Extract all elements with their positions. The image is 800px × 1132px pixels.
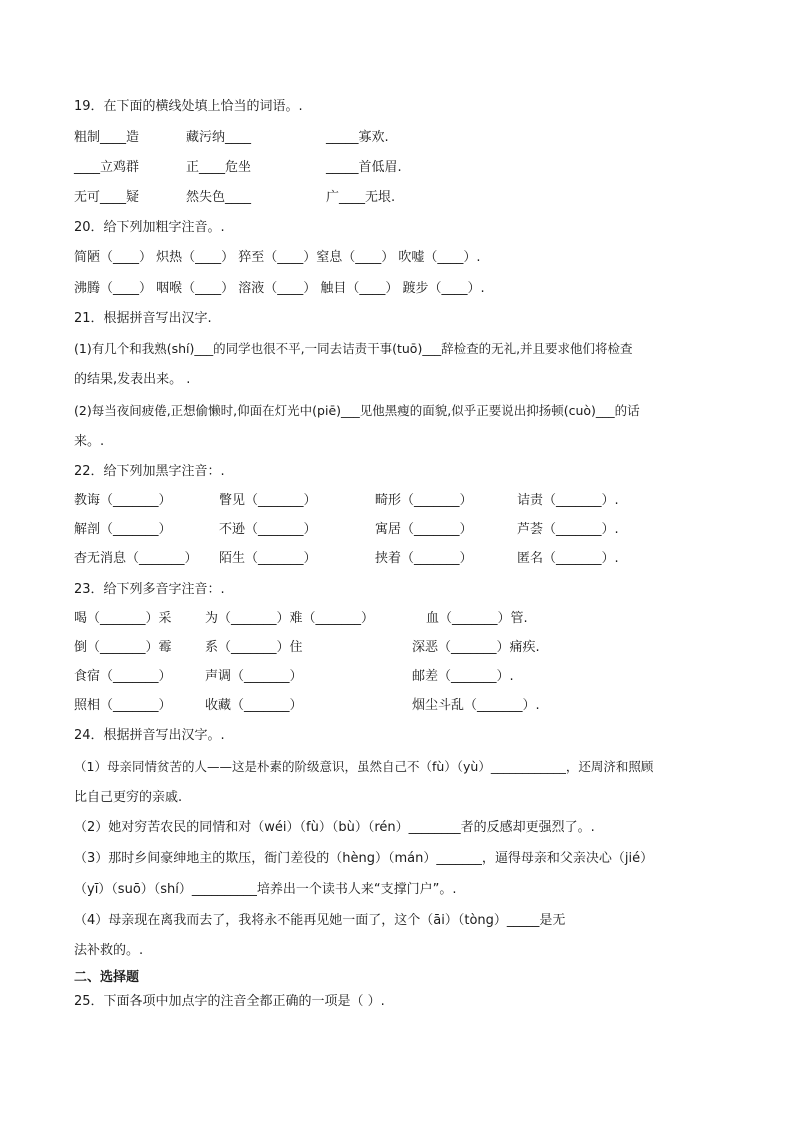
q23-item: 收藏（_______） <box>205 698 303 713</box>
q24-sentence-line: （yī）（suō）（shí）__________培养出一个读书人来“支撑门户”。. <box>74 882 457 897</box>
q21-paragraph-line: 的结果,发表出来。 . <box>74 372 191 387</box>
q23-item: 深恶（_______）痛疾. <box>412 640 540 655</box>
q22-item: 教诲（_______） <box>74 493 172 508</box>
q24-sentence-line: （1）母亲同情贫苦的人——这是朴素的阶级意识，虽然自己不（fù）（yù）____________，还周济和照顾 <box>74 759 654 774</box>
q25-title: 25．下面各项中加点字的注音全都正确的一项是（ ）. <box>74 994 385 1009</box>
q23-item: 邮差（_______）. <box>412 669 514 684</box>
q24-sentence-line: （4）母亲现在离我而去了，我将永不能再见她一面了，这个（āi）（tòng）_____是无 <box>74 913 566 928</box>
q19-item: 正____危坐 <box>186 160 252 175</box>
q24-sentence-line: 比自己更穷的亲戚. <box>74 790 183 805</box>
q20-row: 简陋（____） 炽热（____） 猝至（____）窒息（____） 吹嘘（____）. <box>74 250 481 265</box>
q19-item: 藏污纳____ <box>186 130 252 145</box>
q22-item: 畸形（_______） <box>375 493 473 508</box>
q22-item: 不逊（_______） <box>219 522 317 537</box>
q24-sentence-line: （3）那时乡间豪绅地主的欺压，衙门差役的（hèng）（mán）_______，逼得母亲和父亲决心（jié） <box>74 851 654 866</box>
q23-item: 声调（_______） <box>205 669 303 684</box>
q23-item: 血（_______）管. <box>426 611 528 626</box>
q24-title: 24．根据拼音写出汉字。. <box>74 728 225 743</box>
q22-item: 陌生（_______） <box>219 551 317 566</box>
q22-item: 匿名（_______）. <box>517 551 619 566</box>
q23-item: 系（_______）住 <box>205 640 303 655</box>
q19-item: 无可____疑 <box>74 190 140 205</box>
q21-paragraph-line: (2)每当夜间疲倦,正想偷懒时,仰面在灯光中(piē)___见他黑瘦的面貌,似乎正要说出抑扬顿(cuò)___的话 <box>74 403 640 418</box>
q21-paragraph-line: 来。. <box>74 434 105 449</box>
q23-item: 为（_______）难（_______） <box>205 611 375 626</box>
q19-item: 粗制____造 <box>74 130 140 145</box>
q19-item: 然失色____ <box>186 190 252 205</box>
q22-item: 挟着（_______） <box>375 551 473 566</box>
q19-title: 19．在下面的横线处填上恰当的词语。. <box>74 99 303 114</box>
q19-item: _____首低眉. <box>326 160 402 175</box>
q24-sentence-line: （2）她对穷苦农民的同情和对（wéi）（fù）（bù）（rén）________者的反感却更强烈了。. <box>74 820 595 835</box>
q24-sentence-line: 法补救的。. <box>74 943 144 958</box>
q19-item: _____寡欢. <box>326 130 389 145</box>
q23-item: 倒（_______）霉 <box>74 640 172 655</box>
q22-item: 芦荟（_______）. <box>517 522 619 537</box>
q23-item: 烟尘斗乱（_______）. <box>412 698 540 713</box>
q20-row: 沸腾（____） 咽喉（____） 溶液（____） 触目（____） 踱步（____）. <box>74 281 485 296</box>
q22-item: 解剖（_______） <box>74 522 172 537</box>
q20-title: 20．给下列加粗字注音。. <box>74 220 225 235</box>
q23-item: 食宿（_______） <box>74 669 172 684</box>
q22-title: 22．给下列加黑字注音：. <box>74 464 225 479</box>
q21-title: 21．根据拼音写出汉字. <box>74 311 212 326</box>
q19-item: 广____无垠. <box>326 190 396 205</box>
section-heading: 二、选择题 <box>74 970 140 985</box>
q22-item: 瞥见（_______） <box>219 493 317 508</box>
q23-item: 喝（_______）采 <box>74 611 172 626</box>
q21-paragraph-line: (1)有几个和我熟(shí)___的同学也很不平,一同去诘责干事(tuō)___辞检查的无礼,并且要求他们将检查 <box>74 341 633 356</box>
q23-item: 照相（_______） <box>74 698 172 713</box>
q19-item: ____立鸡群 <box>74 160 140 175</box>
q22-item: 杳无消息（_______） <box>74 551 198 566</box>
q22-item: 寓居（_______） <box>375 522 473 537</box>
q22-item: 诘责（_______）. <box>517 493 619 508</box>
q23-title: 23．给下列多音字注音：. <box>74 582 225 597</box>
